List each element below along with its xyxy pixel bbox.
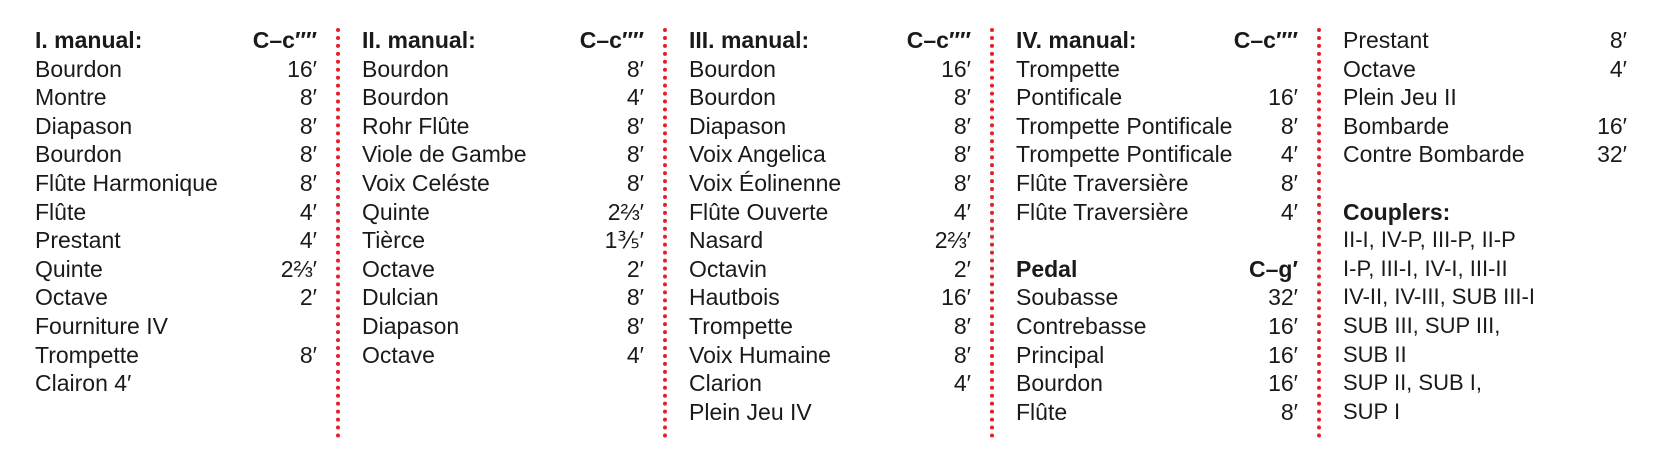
stop-row (35, 312, 317, 341)
stop-name: Montre (35, 84, 107, 111)
stop-row (1016, 83, 1298, 112)
stop-pitch: 8′ (626, 112, 644, 139)
pedal-range: C–g′ (1249, 255, 1298, 282)
stop-name: Contre Bombarde (1343, 141, 1525, 168)
stop-row (689, 369, 971, 398)
stop-name: Clairon 4′ (35, 370, 132, 397)
stop-row (35, 255, 317, 284)
stop-name: Octave (362, 255, 435, 282)
stop-name: Flûte Traversière (1016, 169, 1189, 196)
coupler-line: I-P, III-I, IV-I, III-II (1343, 255, 1508, 281)
stop-pitch: 4′ (1280, 141, 1298, 168)
stop-name: Octavin (689, 255, 767, 282)
stop-pitch: 16′ (1268, 341, 1298, 368)
stop-name: Trompette (35, 341, 139, 368)
stop-name: Plein Jeu IV (689, 398, 812, 425)
stop-row (362, 341, 644, 370)
stop-name: Quinte (362, 198, 430, 225)
manual-2-range: C–c′′′′ (579, 27, 644, 53)
stop-name: Dulcian (362, 284, 439, 311)
stop-pitch: 4′ (626, 84, 644, 111)
stop-pitch: 2⅔′ (607, 198, 644, 225)
stop-pitch: 8′ (1609, 27, 1627, 53)
stop-name: Voix Éolinenne (689, 169, 842, 196)
stop-name: Bourdon (35, 55, 122, 82)
stop-row (1016, 112, 1298, 141)
stop-pitch: 8′ (953, 112, 971, 139)
stop-row (35, 283, 317, 312)
stop-name: Bourdon (1016, 370, 1103, 397)
stop-row (35, 112, 317, 141)
stop-name: Flûte (35, 198, 87, 225)
coupler-line: IV-II, IV-III, SUB III-I (1343, 284, 1535, 310)
stop-row (1343, 83, 1627, 112)
stop-pitch: 4′ (299, 198, 317, 225)
stop-name: Flûte Ouverte (689, 198, 829, 225)
stop-pitch: 8′ (299, 341, 317, 368)
stop-pitch: 8′ (1280, 398, 1298, 425)
stop-row (1343, 55, 1627, 84)
stop-name: Bourdon (362, 55, 449, 82)
stop-name: Viole de Gambe (362, 141, 527, 168)
stop-pitch: 2⅔′ (280, 255, 317, 282)
stop-row (1016, 283, 1298, 312)
stop-row (689, 83, 971, 112)
manual-1-stop-list (35, 55, 317, 398)
stop-name: Hautbois (689, 284, 780, 311)
stop-pitch: 4′ (626, 341, 644, 368)
stop-pitch: 8′ (626, 312, 644, 339)
pedal-title: Pedal (1016, 255, 1078, 282)
stop-row (1343, 112, 1627, 141)
coupler-line: SUB III, SUP III, (1343, 312, 1501, 338)
stop-name: Plein Jeu II (1343, 84, 1457, 111)
stop-pitch: 8′ (626, 284, 644, 311)
stop-name: Prestant (35, 227, 121, 254)
stop-name: Voix Humaine (689, 341, 831, 368)
stop-pitch: 8′ (299, 112, 317, 139)
stop-row (362, 198, 644, 227)
stop-row (362, 255, 644, 284)
stop-row (689, 312, 971, 341)
stop-row (689, 226, 971, 255)
manual-1-header (35, 26, 317, 55)
stop-pitch: 8′ (953, 341, 971, 368)
stop-row (689, 140, 971, 169)
pedal-header (1016, 255, 1298, 284)
manual-4-header (1016, 26, 1298, 55)
stop-row (1016, 341, 1298, 370)
stop-name: Prestant (1343, 27, 1429, 53)
stop-row (1343, 140, 1627, 169)
stop-row (362, 140, 644, 169)
manual-4-title: IV. manual: (1016, 27, 1137, 53)
stop-row (1016, 398, 1298, 427)
stop-name: Flûte (1016, 398, 1068, 425)
column-pedal-continued-and-couplers (1343, 26, 1627, 426)
stop-pitch: 4′ (299, 227, 317, 254)
stop-row (689, 341, 971, 370)
stop-row (35, 140, 317, 169)
stop-pitch: 16′ (1268, 370, 1298, 397)
stop-name: Voix Celéste (362, 169, 490, 196)
stop-name: Soubasse (1016, 284, 1119, 311)
stop-name: Principal (1016, 341, 1105, 368)
stop-name: Clarion (689, 370, 762, 397)
stop-pitch: 16′ (1268, 84, 1298, 111)
stop-pitch: 8′ (626, 141, 644, 168)
coupler-line: II-I, IV-P, III-P, II-P (1343, 227, 1516, 253)
stop-name: Trompette (1016, 55, 1120, 82)
column-manual-3 (689, 26, 971, 426)
column-manual-1 (35, 26, 317, 398)
stop-name: Trompette (689, 312, 793, 339)
column-divider (663, 28, 667, 438)
stop-row (1016, 312, 1298, 341)
stop-name: Pontificale (1016, 84, 1123, 111)
stop-row (362, 83, 644, 112)
stop-row (1343, 26, 1627, 55)
stop-pitch: 4′ (1609, 55, 1627, 82)
stop-pitch: 8′ (299, 169, 317, 196)
stop-row (35, 226, 317, 255)
stop-pitch: 32′ (1597, 141, 1627, 168)
manual-1-title: I. manual: (35, 27, 143, 53)
stop-name: Nasard (689, 227, 764, 254)
column-divider (990, 28, 994, 438)
stop-name: Flûte Traversière (1016, 198, 1189, 225)
stop-name: Diapason (689, 112, 787, 139)
manual-4-stop-list (1016, 55, 1298, 227)
stop-row (1016, 140, 1298, 169)
stop-name: Bourdon (362, 84, 449, 111)
stop-row (35, 341, 317, 370)
stop-row (362, 169, 644, 198)
stop-pitch: 8′ (953, 169, 971, 196)
stop-pitch: 2′ (299, 284, 317, 311)
stop-row (362, 112, 644, 141)
stop-pitch: 16′ (287, 55, 317, 82)
stop-name: Tièrce (362, 227, 426, 254)
pedal-stop-list (1016, 283, 1298, 426)
stop-pitch: 8′ (1280, 112, 1298, 139)
stop-row (689, 169, 971, 198)
stop-pitch: 8′ (626, 169, 644, 196)
manual-2-header (362, 26, 644, 55)
stop-row (35, 169, 317, 198)
stop-name: Bombarde (1343, 112, 1450, 139)
stop-pitch: 16′ (941, 284, 971, 311)
manual-2-title: II. manual: (362, 27, 476, 53)
manual-2-stop-list (362, 55, 644, 370)
stop-row (689, 55, 971, 84)
stop-row (689, 398, 971, 427)
stop-pitch: 2′ (953, 255, 971, 282)
stop-pitch: 1⅗′ (604, 227, 644, 254)
stop-name: Quinte (35, 255, 103, 282)
stop-name: Flûte Harmonique (35, 169, 218, 196)
stop-pitch: 8′ (626, 55, 644, 82)
stop-row (362, 55, 644, 84)
stop-row (35, 198, 317, 227)
column-divider (1317, 28, 1321, 438)
column-manual-4-and-pedal (1016, 26, 1298, 426)
stop-name: Contrebasse (1016, 312, 1147, 339)
stop-pitch: 8′ (299, 141, 317, 168)
couplers-list (1343, 226, 1627, 426)
stop-pitch: 2⅔′ (934, 227, 971, 254)
stop-row (35, 369, 317, 398)
stop-pitch: 8′ (953, 84, 971, 111)
stop-name: Bourdon (35, 141, 122, 168)
stop-pitch: 8′ (953, 141, 971, 168)
stop-row (362, 226, 644, 255)
coupler-line: SUP II, SUB I, (1343, 370, 1482, 396)
manual-3-title: III. manual: (689, 27, 810, 53)
couplers-title: Couplers: (1343, 198, 1451, 225)
section-spacer (1016, 226, 1298, 255)
column-divider (336, 28, 340, 438)
stop-name: Trompette Pontificale (1016, 112, 1233, 139)
stop-name: Octave (35, 284, 108, 311)
stop-pitch: 16′ (941, 55, 971, 82)
stop-row (689, 198, 971, 227)
manual-3-header (689, 26, 971, 55)
pedal-stop-list-continued (1343, 26, 1627, 169)
stop-row (362, 283, 644, 312)
column-manual-2 (362, 26, 644, 369)
stop-name: Trompette Pontificale (1016, 141, 1233, 168)
stop-row (35, 55, 317, 84)
stop-row (689, 283, 971, 312)
stop-pitch: 8′ (953, 312, 971, 339)
manual-4-range: C–c′′′′ (1233, 27, 1298, 53)
stop-pitch: 16′ (1597, 112, 1627, 139)
stop-name: Diapason (35, 112, 133, 139)
manual-3-stop-list (689, 55, 971, 427)
section-spacer (1343, 169, 1627, 198)
stop-row (35, 83, 317, 112)
stop-name: Voix Angelica (689, 141, 826, 168)
stop-name: Octave (1343, 55, 1416, 82)
stop-row (1016, 198, 1298, 227)
stop-pitch: 4′ (953, 370, 971, 397)
coupler-line: SUB II (1343, 341, 1407, 367)
stop-name: Rohr Flûte (362, 112, 470, 139)
stop-row (1016, 169, 1298, 198)
stop-row (1016, 55, 1298, 84)
stop-pitch: 4′ (953, 198, 971, 225)
stop-pitch: 2′ (626, 255, 644, 282)
stop-name: Octave (362, 341, 435, 368)
stop-pitch: 8′ (299, 84, 317, 111)
stop-pitch: 32′ (1268, 284, 1298, 311)
stop-pitch: 8′ (1280, 169, 1298, 196)
stop-name: Bourdon (689, 55, 776, 82)
stop-pitch: 4′ (1280, 198, 1298, 225)
stop-name: Fourniture IV (35, 312, 168, 339)
stop-pitch: 16′ (1268, 312, 1298, 339)
stop-row (362, 312, 644, 341)
stop-row (689, 255, 971, 284)
stop-name: Diapason (362, 312, 460, 339)
stop-name: Bourdon (689, 84, 776, 111)
manual-1-range: C–c′′′′ (252, 27, 317, 53)
stop-row (689, 112, 971, 141)
coupler-line: SUP I (1343, 398, 1401, 424)
stop-row (1016, 369, 1298, 398)
manual-3-range: C–c′′′′ (906, 27, 971, 53)
